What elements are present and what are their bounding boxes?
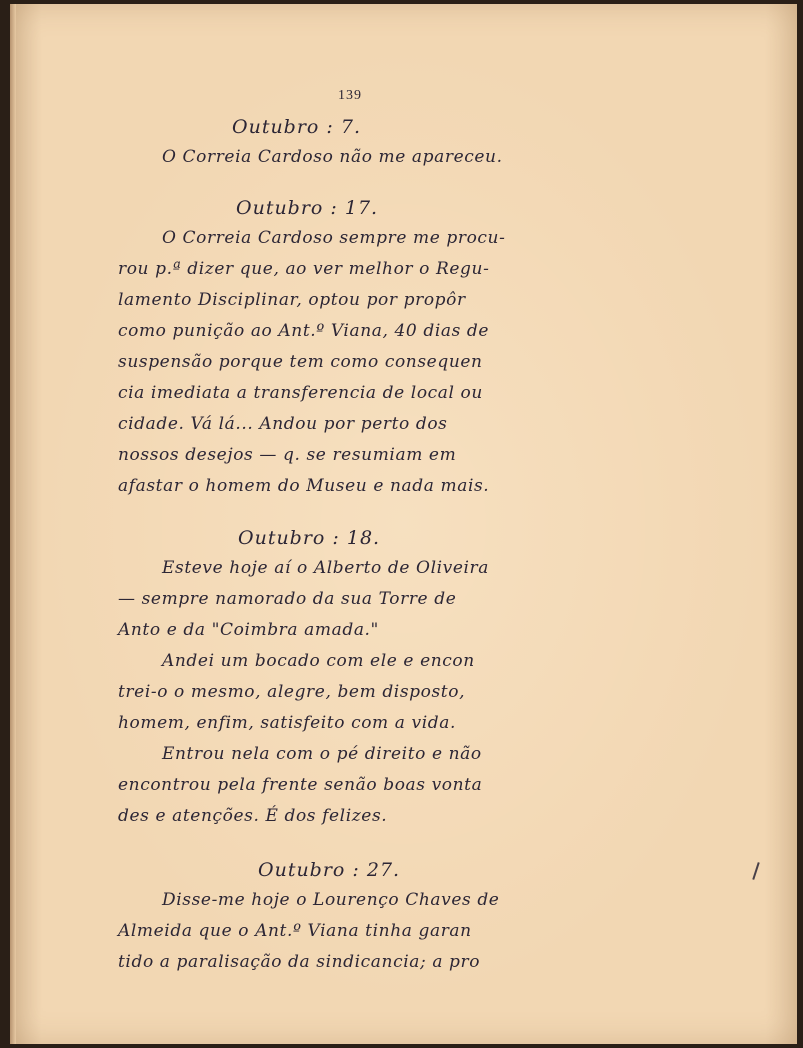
entry-line: Entrou nela com o pé direito e não — [162, 744, 482, 764]
entry-line: suspensão porque tem como consequen — [118, 352, 483, 372]
entry-line: encontrou pela frente senão boas vonta — [118, 775, 483, 795]
entry-line: Disse-me hoje o Lourenço Chaves de — [162, 890, 500, 910]
entry-line: nossos desejos — q. se resumiam em — [118, 445, 457, 465]
entry-line: des e atenções. É dos felizes. — [118, 806, 388, 826]
page-binding-edge — [10, 4, 16, 1044]
entry-heading: Outubro : 27. — [258, 859, 401, 881]
entry-line: lamento Disciplinar, optou por propôr — [118, 290, 466, 310]
entry-line: cia imediata a transferencia de local ou — [118, 383, 483, 403]
entry-line: Andei um bocado com ele e encon — [162, 651, 475, 671]
entry-heading: Outubro : 17. — [236, 197, 379, 219]
entry-line: afastar o homem do Museu e nada mais. — [118, 476, 490, 496]
entry-line: — sempre namorado da sua Torre de — [118, 589, 457, 609]
entry-line: O Correia Cardoso não me apareceu. — [162, 147, 503, 167]
margin-pen-mark — [752, 862, 759, 880]
entry-line: homem, enfim, satisfeito com a vida. — [118, 713, 456, 733]
entry-line: como punição ao Ant.º Viana, 40 dias de — [118, 321, 490, 341]
entry-heading: Outubro : 7. — [232, 116, 361, 138]
entry-line: rou p.ª dizer que, ao ver melhor o Regu- — [118, 259, 490, 279]
entry-heading: Outubro : 18. — [238, 527, 381, 549]
entry-line: Esteve hoje aí o Alberto de Oliveira — [162, 558, 490, 578]
entry-line: trei-o o mesmo, alegre, bem disposto, — [118, 682, 466, 702]
manuscript-page — [10, 4, 797, 1044]
page-number: 139 — [338, 88, 362, 103]
entry-line: Almeida que o Ant.º Viana tinha garan — [118, 921, 472, 941]
entry-line: Anto e da "Coimbra amada." — [118, 620, 379, 640]
entry-line: tido a paralisação da sindicancia; a pro — [118, 952, 481, 972]
entry-line: cidade. Vá lá... Andou por perto dos — [118, 414, 448, 434]
entry-line: O Correia Cardoso sempre me procu- — [162, 228, 506, 248]
